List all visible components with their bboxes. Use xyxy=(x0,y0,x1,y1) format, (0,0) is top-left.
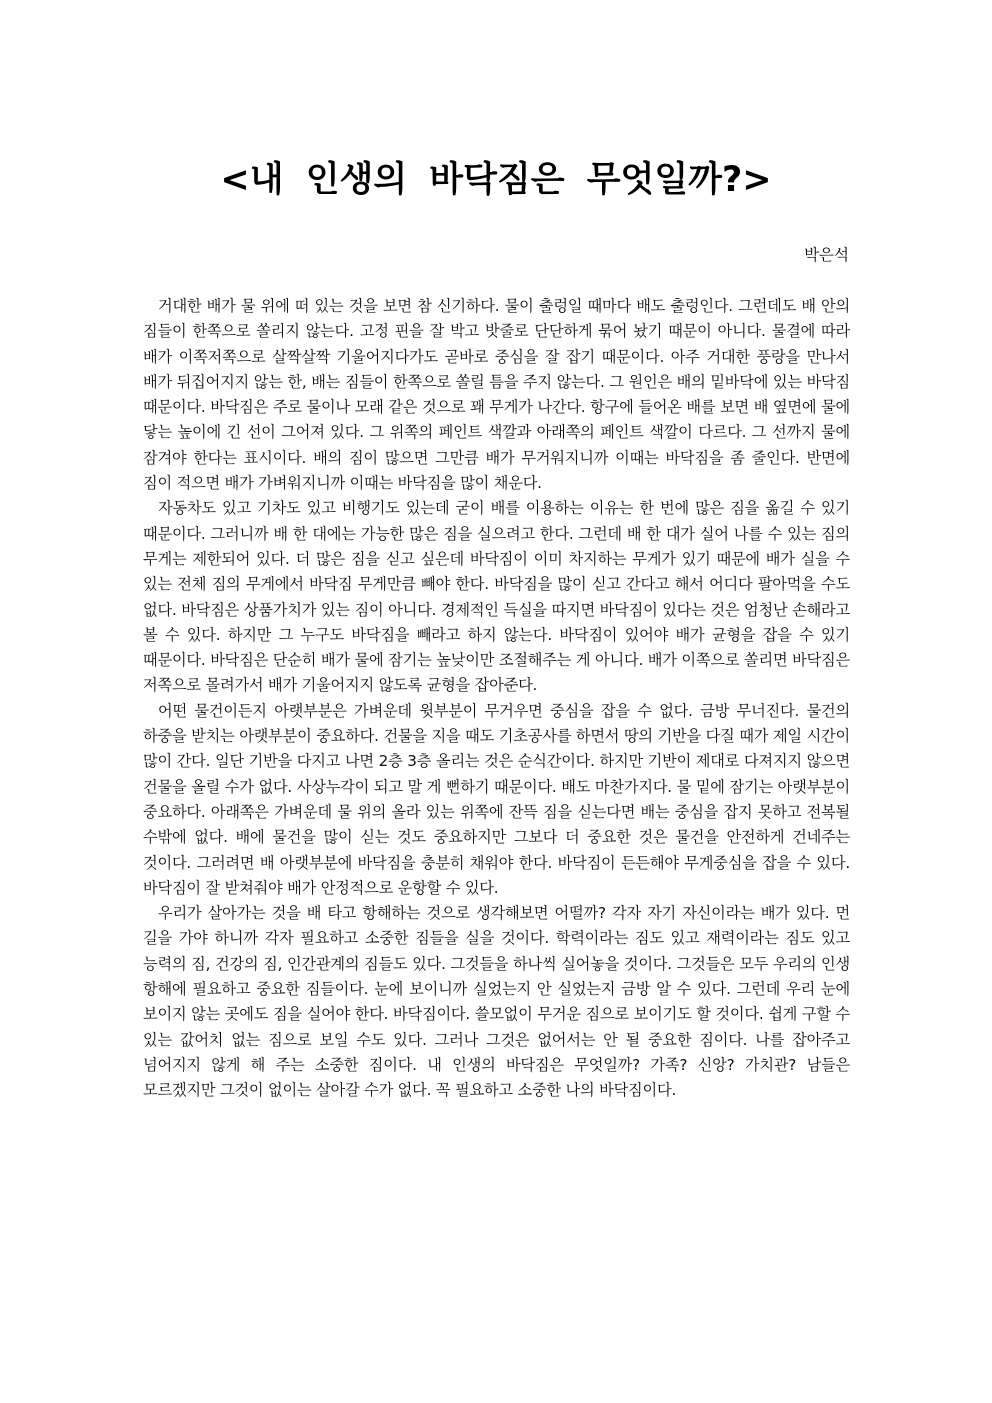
body-paragraph-3: 어떤 물건이든지 아랫부분은 가벼운데 윗부분이 무거우면 중심을 잡을 수 없다. 금방 무너진다. 물건의 하중을 받치는 아랫부분이 중요하다. 건물을 지을 때도 기초공사를 하면서 땅의 기반을 다질 때가 제일 시간이 많이 간다. 일단 기반을 다지고 나면 2층 3층 올리는 것은 순식간이다. 하지만 기반이 제대로 다져지지 않으면 건물을 올릴 수가 없다. 사상누각이 되고 말 게 뻔하기 때문이다. 배도 마찬가지다. 물 밑에 잠기는 아랫부분이 중요하다. 아래쪽은 가벼운데 물 위의 올라 있는 위쪽에 잔뜩 짐을 싣는다면 배는 중심을 잡지 못하고 전복될 수밖에 없다. 배에 물건을 많이 싣는 것도 중요하지만 그보다 더 중요한 것은 물건을 안전하게 건네주는 것이다. 그러려면 배 아랫부분에 바닥짐을 충분히 채워야 한다. 바닥짐이 든든해야 무게중심을 잡을 수 있다. 바닥짐이 잘 받쳐줘야 배가 안정적으로 운항할 수 있다. xyxy=(143,701,850,897)
document-body xyxy=(143,294,850,1104)
body-paragraph-2: 자동차도 있고 기차도 있고 비행기도 있는데 굳이 배를 이용하는 이유는 한 번에 많은 짐을 옮길 수 있기 때문이다. 그러니까 배 한 대에는 가능한 많은 짐을 실으려고 한다. 그런데 배 한 대가 실어 나를 수 있는 짐의 무게는 제한되어 있다. 더 많은 짐을 싣고 싶은데 바닥짐이 이미 차지하는 무게가 있기 때문에 배가 실을 수 있는 전체 짐의 무게에서 바닥짐 무게만큼 빼야 한다. 바닥짐을 많이 싣고 간다고 해서 어디다 팔아먹을 수도 없다. 바닥짐은 상품가치가 있는 짐이 아니다. 경제적인 득실을 따지면 바닥짐이 있다는 것은 엄청난 손해라고 볼 수 있다. 하지만 그 누구도 바닥짐을 빼라고 하지 않는다. 바닥짐이 있어야 배가 균형을 잡을 수 있기 때문이다. 바닥짐은 단순히 배가 물에 잠기는 높낮이만 조절해주는 게 아니다. 배가 이쪽으로 쏠리면 바닥짐은 저쪽으로 몰려가서 배가 기울어지지 않도록 균형을 잡아준다. xyxy=(143,499,850,695)
document-title: <내 인생의 바닥짐은 무엇일까?> xyxy=(220,160,772,200)
body-paragraph-4: 우리가 살아가는 것을 배 타고 항해하는 것으로 생각해보면 어떨까? 각자 자기 자신이라는 배가 있다. 먼 길을 가야 하니까 각자 필요하고 소중한 짐들을 실을 것이다. 학력이라는 짐도 있고 재력이라는 짐도 있고 능력의 짐, 건강의 짐, 인간관계의 짐들도 있다. 그것들을 하나씩 실어놓을 것이다. 그것들은 모두 우리의 인생 항해에 필요하고 중요한 짐들이다. 눈에 보이니까 실었는지 안 실었는지 금방 알 수 있다. 그런데 우리 눈에 보이지 않는 곳에도 짐을 실어야 한다. 바닥짐이다. 쓸모없이 무거운 짐으로 보이기도 할 것이다. 쉽게 구할 수 있는 값어치 없는 짐으로 보일 수도 있다. 그러나 그것은 없어서는 안 될 중요한 짐이다. 나를 잡아주고 넘어지지 않게 해 주는 소중한 짐이다. 내 인생의 바닥짐은 무엇일까? 가족? 신앙? 가치관? 남들은 모르겠지만 그것이 없이는 살아갈 수가 없다. 꼭 필요하고 소중한 나의 바닥짐이다. xyxy=(143,904,850,1100)
body-paragraph-1: 거대한 배가 물 위에 떠 있는 것을 보면 참 신기하다. 물이 출렁일 때마다 배도 출렁인다. 그런데도 배 안의 짐들이 한쪽으로 쏠리지 않는다. 고정 핀을 잘 박고 밧줄로 단단하게 묶어 놨기 때문이 아니다. 물결에 따라 배가 이쪽저쪽으로 살짝살짝 기울어지다가도 곧바로 중심을 잘 잡기 때문이다. 아주 거대한 풍랑을 만나서 배가 뒤집어지지 않는 한, 배는 짐들이 한쪽으로 쏠릴 틈을 주지 않는다. 그 원인은 배의 밑바닥에 있는 바닥짐 때문이다. 바닥짐은 주로 물이나 모래 같은 것으로 꽤 무게가 나간다. 항구에 들어온 배를 보면 배 옆면에 물에 닿는 높이에 긴 선이 그어져 있다. 그 위쪽의 페인트 색깔과 아래쪽의 페인트 색깔이 다르다. 그 선까지 물에 잠겨야 한다는 표시이다. 배의 짐이 많으면 그만큼 배가 무거워지니까 이때는 바닥짐을 좀 줄인다. 반면에 짐이 적으면 배가 가벼워지니까 이때는 바닥짐을 많이 채운다. xyxy=(143,297,850,493)
author-name: 박은석 xyxy=(804,246,849,264)
